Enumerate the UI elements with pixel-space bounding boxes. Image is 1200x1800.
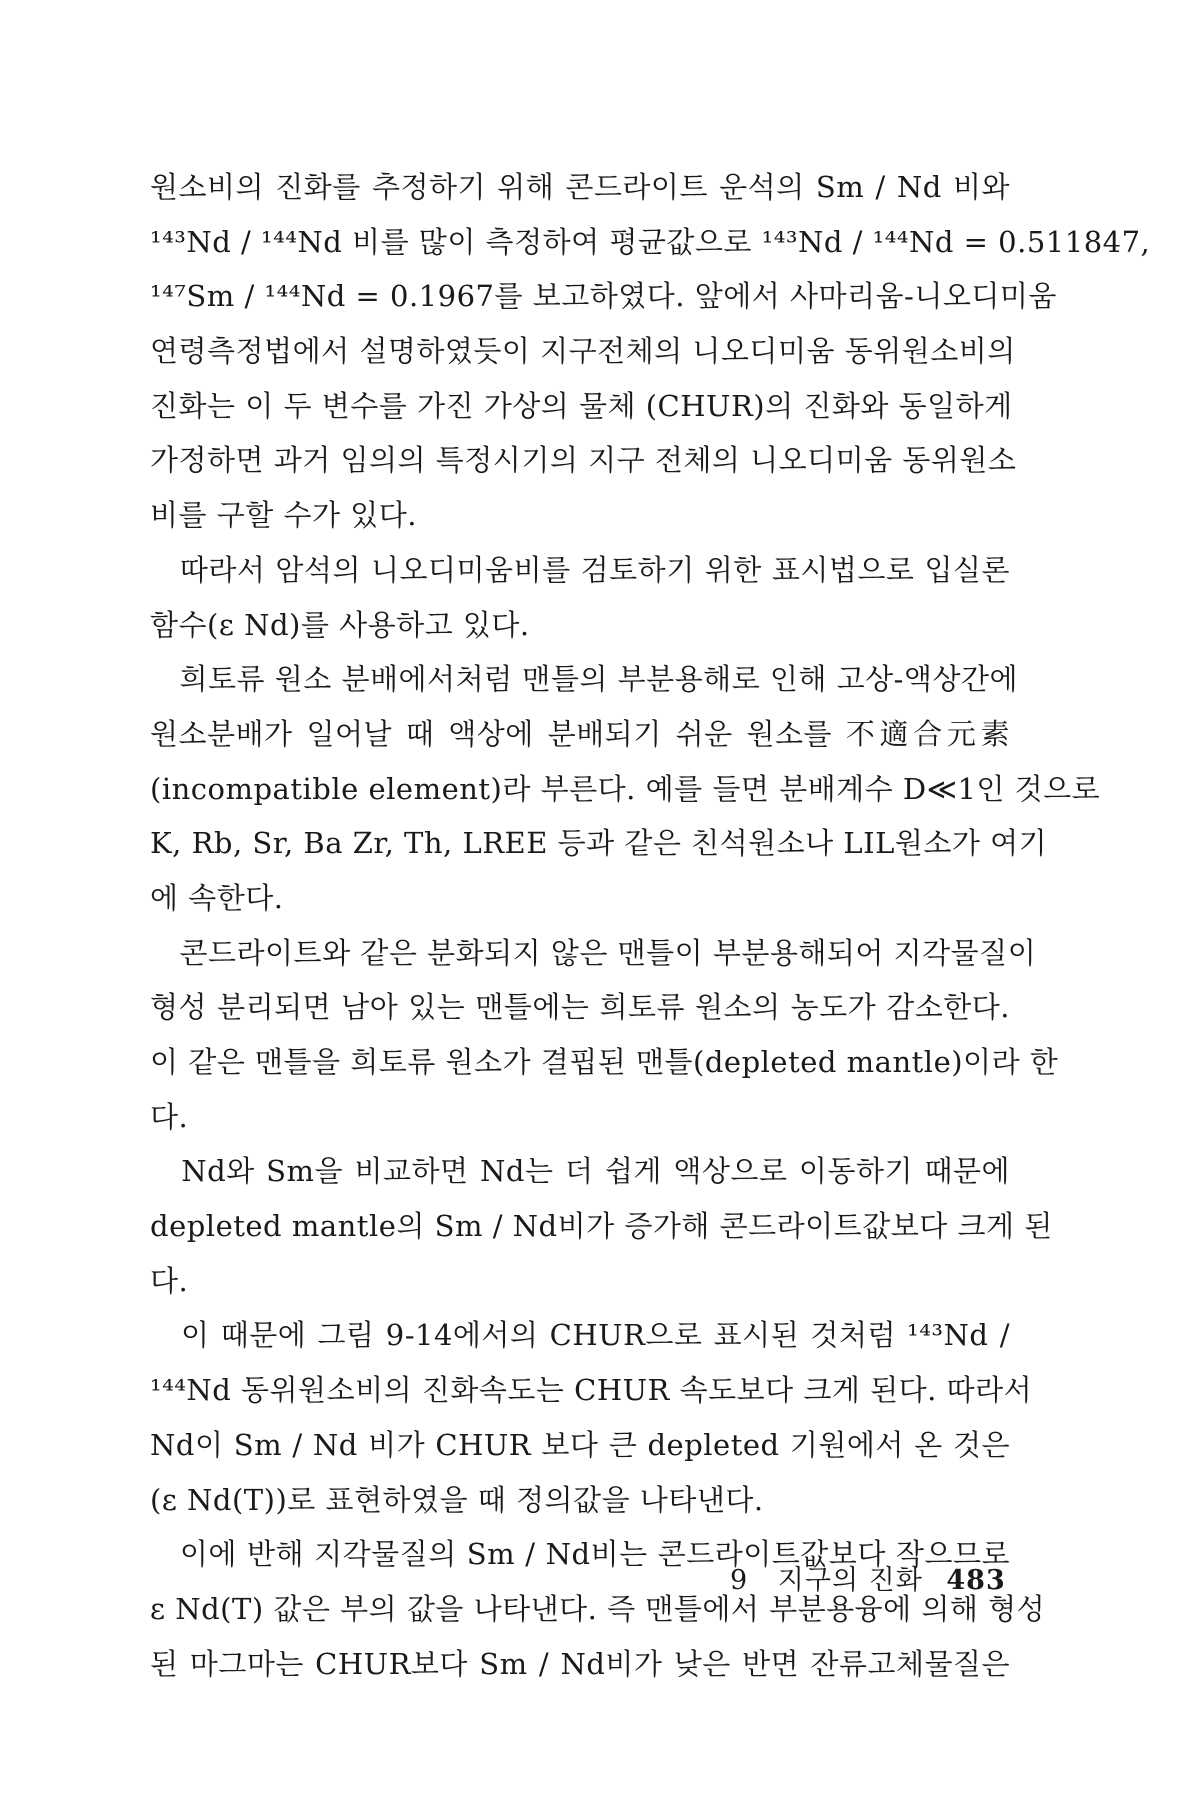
text-line: 이 같은 맨틀을 희토류 원소가 결핍된 맨틀(depleted mantle)이라 한 <box>150 1045 1059 1079</box>
body-text <box>150 160 1151 1691</box>
page-number: 483 <box>946 1565 1006 1596</box>
text-line: (ε Nd(T))로 표현하였을 때 정의값을 나타낸다. <box>150 1482 764 1517</box>
text-line: ¹⁴³Nd / ¹⁴⁴Nd 비를 많이 측정하여 평균값으로 ¹⁴³Nd / ¹⁴⁴Nd = 0.511847, <box>150 224 1151 259</box>
text-line: Nd와 Sm을 비교하면 Nd는 더 쉽게 액상으로 이동하기 때문에 <box>150 1154 1010 1189</box>
text-line: 이에 반해 지각물질의 Sm / Nd비는 콘드라이트값보다 작으므로 <box>150 1537 1010 1572</box>
text-line: 비를 구할 수가 있다. <box>150 498 417 533</box>
text-line: 이 때문에 그림 9-14에서의 CHUR으로 표시된 것처럼 ¹⁴³Nd / <box>150 1318 1010 1353</box>
text-line: 진화는 이 두 변수를 가진 가상의 물체 (CHUR)의 진화와 동일하게 <box>150 388 1013 423</box>
text-line: 콘드라이트와 같은 분화되지 않은 맨틀이 부분용해되어 지각물질이 <box>150 935 1037 970</box>
text-line: 연령측정법에서 설명하였듯이 지구전체의 니오디미움 동위원소비의 <box>150 334 1016 369</box>
text-line: 함수(ε Nd)를 사용하고 있다. <box>150 607 530 642</box>
text-line: 희토류 원소 분배에서처럼 맨틀의 부분용해로 인해 고상-액상간에 <box>150 662 1018 697</box>
text-line: 에 속한다. <box>150 880 284 915</box>
text-line: 따라서 암석의 니오디미움비를 검토하기 위한 표시법으로 입실론 <box>150 552 1010 587</box>
text-line: ε Nd(T) 값은 부의 값을 나타낸다. 즉 맨틀에서 부분용융에 의해 형성 <box>150 1591 1046 1626</box>
text-line: 원소비의 진화를 추정하기 위해 콘드라이트 운석의 Sm / Nd 비와 <box>150 170 1010 204</box>
text-line: 다. <box>150 1263 189 1298</box>
page-footer <box>730 1558 1006 1597</box>
chapter-number: 9 <box>730 1565 749 1596</box>
text-line: (incompatible element)라 부른다. 예를 들면 분배계수 D≪1인 것으로 <box>150 771 1101 806</box>
text-line: 형성 분리되면 남아 있는 맨틀에는 희토류 원소의 농도가 감소한다. <box>150 990 1010 1025</box>
text-line: ¹⁴⁴Nd 동위원소비의 진화속도는 CHUR 속도보다 크게 된다. 따라서 <box>150 1373 1033 1408</box>
text-line: Nd이 Sm / Nd 비가 CHUR 보다 큰 depleted 기원에서 온 것은 <box>150 1427 1010 1462</box>
text-line: 다. <box>150 1099 189 1134</box>
text-line: depleted mantle의 Sm / Nd비가 증가해 콘드라이트값보다 크게 된 <box>150 1209 1053 1244</box>
text-line: ¹⁴⁷Sm / ¹⁴⁴Nd = 0.1967를 보고하였다. 앞에서 사마리움-니오디미움 <box>150 279 1057 314</box>
text-line: 가정하면 과거 임의의 특정시기의 지구 전체의 니오디미움 동위원소 <box>150 443 1017 478</box>
text-line: 원소분배가 일어날 때 액상에 분배되기 쉬운 원소를 不適合元素 <box>150 716 1010 751</box>
chapter-title: 지구의 진화 <box>777 1565 923 1596</box>
text-line: K, Rb, Sr, Ba Zr, Th, LREE 등과 같은 친석원소나 LIL원소가 여기 <box>150 826 1048 861</box>
text-line: 된 마그마는 CHUR보다 Sm / Nd비가 낮은 반면 잔류고체물질은 <box>150 1646 1010 1681</box>
